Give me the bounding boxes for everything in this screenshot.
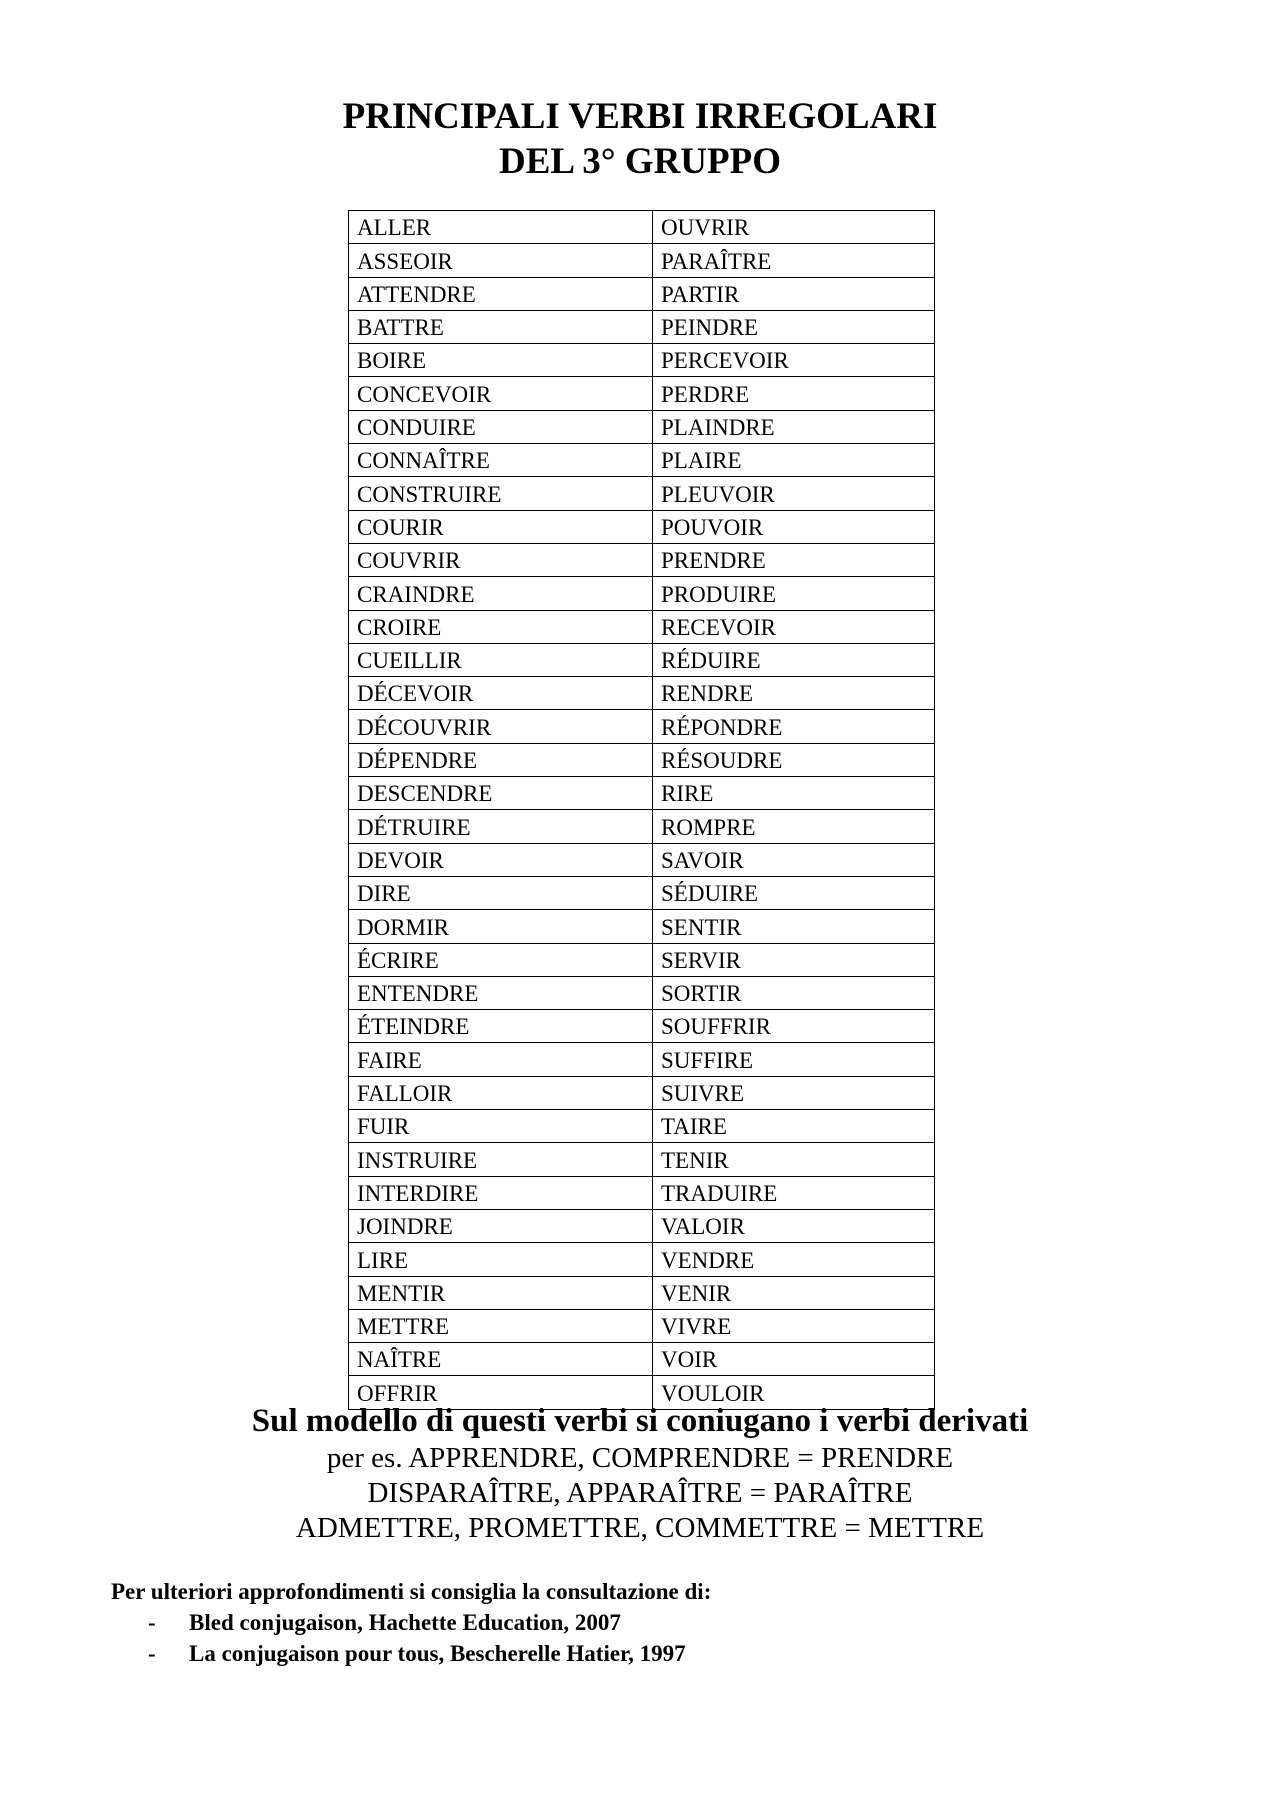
table-row xyxy=(349,1076,935,1109)
verb-cell-left: OFFRIR xyxy=(349,1376,653,1409)
verb-cell-right: PLAIRE xyxy=(653,444,935,477)
bullet-dash: - xyxy=(148,1610,156,1635)
verb-cell-right: VOIR xyxy=(653,1343,935,1376)
title-line-2: DEL 3° GRUPPO xyxy=(498,141,782,182)
verb-cell-right: PARTIR xyxy=(653,277,935,310)
verb-cell-right: TRADUIRE xyxy=(653,1176,935,1209)
verb-cell-right: VIVRE xyxy=(653,1309,935,1342)
title-line-1: PRINCIPALI VERBI IRREGOLARI xyxy=(342,96,938,137)
table-row xyxy=(349,777,935,810)
table-row xyxy=(349,277,935,310)
verb-cell-left: FAIRE xyxy=(349,1043,653,1076)
verb-cell-right: TENIR xyxy=(653,1143,935,1176)
verb-cell-left: CONNAÎTRE xyxy=(349,444,653,477)
verb-cell-left: ATTENDRE xyxy=(349,277,653,310)
table-row xyxy=(349,1110,935,1143)
verb-cell-right: VENDRE xyxy=(653,1243,935,1276)
table-row xyxy=(349,244,935,277)
table-row xyxy=(349,510,935,543)
verb-cell-left: FALLOIR xyxy=(349,1076,653,1109)
table-row xyxy=(349,1243,935,1276)
verb-cell-right: SÉDUIRE xyxy=(653,876,935,909)
page-title xyxy=(0,94,1280,184)
verb-cell-left: CONDUIRE xyxy=(349,410,653,443)
verb-cell-right: PEINDRE xyxy=(653,310,935,343)
note-line-3: ADMETTRE, PROMETTRE, COMMETTRE = METTRE xyxy=(295,1512,985,1544)
reference-text: La conjugaison pour tous, Bescherelle Hatier, 1997 xyxy=(189,1641,686,1666)
verb-cell-left: MENTIR xyxy=(349,1276,653,1309)
verb-cell-left: DEVOIR xyxy=(349,843,653,876)
table-row xyxy=(349,344,935,377)
verb-cell-right: PRENDRE xyxy=(653,543,935,576)
table-row xyxy=(349,1010,935,1043)
table-row xyxy=(349,477,935,510)
verb-cell-left: METTRE xyxy=(349,1309,653,1342)
verb-cell-left: DÉCOUVRIR xyxy=(349,710,653,743)
verb-cell-right: PLAINDRE xyxy=(653,410,935,443)
verb-cell-left: FUIR xyxy=(349,1110,653,1143)
verb-cell-left: CRAINDRE xyxy=(349,577,653,610)
table-row xyxy=(349,444,935,477)
verb-cell-right: RENDRE xyxy=(653,677,935,710)
verb-cell-right: PLEUVOIR xyxy=(653,477,935,510)
verb-cell-right: VOULOIR xyxy=(653,1376,935,1409)
verb-cell-right: PERCEVOIR xyxy=(653,344,935,377)
table-row xyxy=(349,377,935,410)
verb-cell-left: DÉCEVOIR xyxy=(349,677,653,710)
table-row xyxy=(349,1143,935,1176)
verb-cell-right: PERDRE xyxy=(653,377,935,410)
table-row xyxy=(349,876,935,909)
table-row xyxy=(349,1309,935,1342)
verb-cell-left: CUEILLIR xyxy=(349,643,653,676)
references-list xyxy=(111,1607,711,1669)
verb-cell-left: CONSTRUIRE xyxy=(349,477,653,510)
verb-cell-left: ALLER xyxy=(349,211,653,244)
verb-cell-left: DIRE xyxy=(349,876,653,909)
table-row xyxy=(349,677,935,710)
table-row xyxy=(349,976,935,1009)
reference-item xyxy=(111,1607,711,1638)
reference-item xyxy=(111,1638,711,1669)
bullet-dash: - xyxy=(148,1641,156,1666)
verb-cell-right: PRODUIRE xyxy=(653,577,935,610)
table-row xyxy=(349,410,935,443)
table-row xyxy=(349,610,935,643)
table-row xyxy=(349,843,935,876)
verb-cell-right: RÉSOUDRE xyxy=(653,743,935,776)
table-row xyxy=(349,1176,935,1209)
verb-cell-left: CONCEVOIR xyxy=(349,377,653,410)
verb-cell-right: POUVOIR xyxy=(653,510,935,543)
table-row xyxy=(349,310,935,343)
table-row xyxy=(349,577,935,610)
verb-table-body xyxy=(349,211,935,1410)
note-line-1: per es. APPRENDRE, COMPRENDRE = PRENDRE xyxy=(326,1442,954,1474)
verb-cell-right: RIRE xyxy=(653,777,935,810)
note-heading: Sul modello di questi verbi si coniugano i verbi derivati xyxy=(251,1403,1029,1439)
verb-cell-left: NAÎTRE xyxy=(349,1343,653,1376)
table-row xyxy=(349,743,935,776)
verb-cell-right: PARAÎTRE xyxy=(653,244,935,277)
verb-cell-left: BOIRE xyxy=(349,344,653,377)
verb-cell-right: ROMPRE xyxy=(653,810,935,843)
table-row xyxy=(349,643,935,676)
references-intro: Per ulteriori approfondimenti si consiglia la consultazione di: xyxy=(111,1579,712,1604)
table-row xyxy=(349,543,935,576)
verb-cell-right: SORTIR xyxy=(653,976,935,1009)
table-row xyxy=(349,710,935,743)
verb-cell-right: OUVRIR xyxy=(653,211,935,244)
verb-cell-left: COURIR xyxy=(349,510,653,543)
verb-cell-left: DÉTRUIRE xyxy=(349,810,653,843)
verb-cell-left: CROIRE xyxy=(349,610,653,643)
verb-cell-left: DORMIR xyxy=(349,910,653,943)
verb-cell-right: SUFFIRE xyxy=(653,1043,935,1076)
verb-cell-right: SOUFFRIR xyxy=(653,1010,935,1043)
table-row xyxy=(349,810,935,843)
verb-cell-right: TAIRE xyxy=(653,1110,935,1143)
verb-cell-left: DÉPENDRE xyxy=(349,743,653,776)
verb-cell-left: ASSEOIR xyxy=(349,244,653,277)
verb-cell-right: VALOIR xyxy=(653,1209,935,1242)
verb-cell-right: RÉDUIRE xyxy=(653,643,935,676)
verb-cell-left: ÉCRIRE xyxy=(349,943,653,976)
verb-cell-right: VENIR xyxy=(653,1276,935,1309)
table-row xyxy=(349,211,935,244)
verb-table xyxy=(348,210,935,1410)
table-row xyxy=(349,910,935,943)
note-line-2: DISPARAÎTRE, APPARAÎTRE = PARAÎTRE xyxy=(367,1477,913,1509)
verb-cell-left: LIRE xyxy=(349,1243,653,1276)
reference-text: Bled conjugaison, Hachette Education, 2007 xyxy=(189,1610,621,1635)
table-row xyxy=(349,1276,935,1309)
table-row xyxy=(349,1343,935,1376)
references xyxy=(111,1576,711,1669)
verb-cell-left: INSTRUIRE xyxy=(349,1143,653,1176)
verb-cell-right: SAVOIR xyxy=(653,843,935,876)
verb-cell-right: RÉPONDRE xyxy=(653,710,935,743)
verb-cell-left: ÉTEINDRE xyxy=(349,1010,653,1043)
verb-cell-left: ENTENDRE xyxy=(349,976,653,1009)
verb-cell-left: BATTRE xyxy=(349,310,653,343)
verb-cell-left: DESCENDRE xyxy=(349,777,653,810)
verb-cell-left: INTERDIRE xyxy=(349,1176,653,1209)
verb-cell-right: SENTIR xyxy=(653,910,935,943)
verb-cell-left: COUVRIR xyxy=(349,543,653,576)
verb-cell-left: JOINDRE xyxy=(349,1209,653,1242)
table-row xyxy=(349,1043,935,1076)
verb-cell-right: SUIVRE xyxy=(653,1076,935,1109)
derived-verbs-note xyxy=(0,1401,1280,1546)
table-row xyxy=(349,943,935,976)
verb-cell-right: SERVIR xyxy=(653,943,935,976)
table-row xyxy=(349,1209,935,1242)
verb-cell-right: RECEVOIR xyxy=(653,610,935,643)
